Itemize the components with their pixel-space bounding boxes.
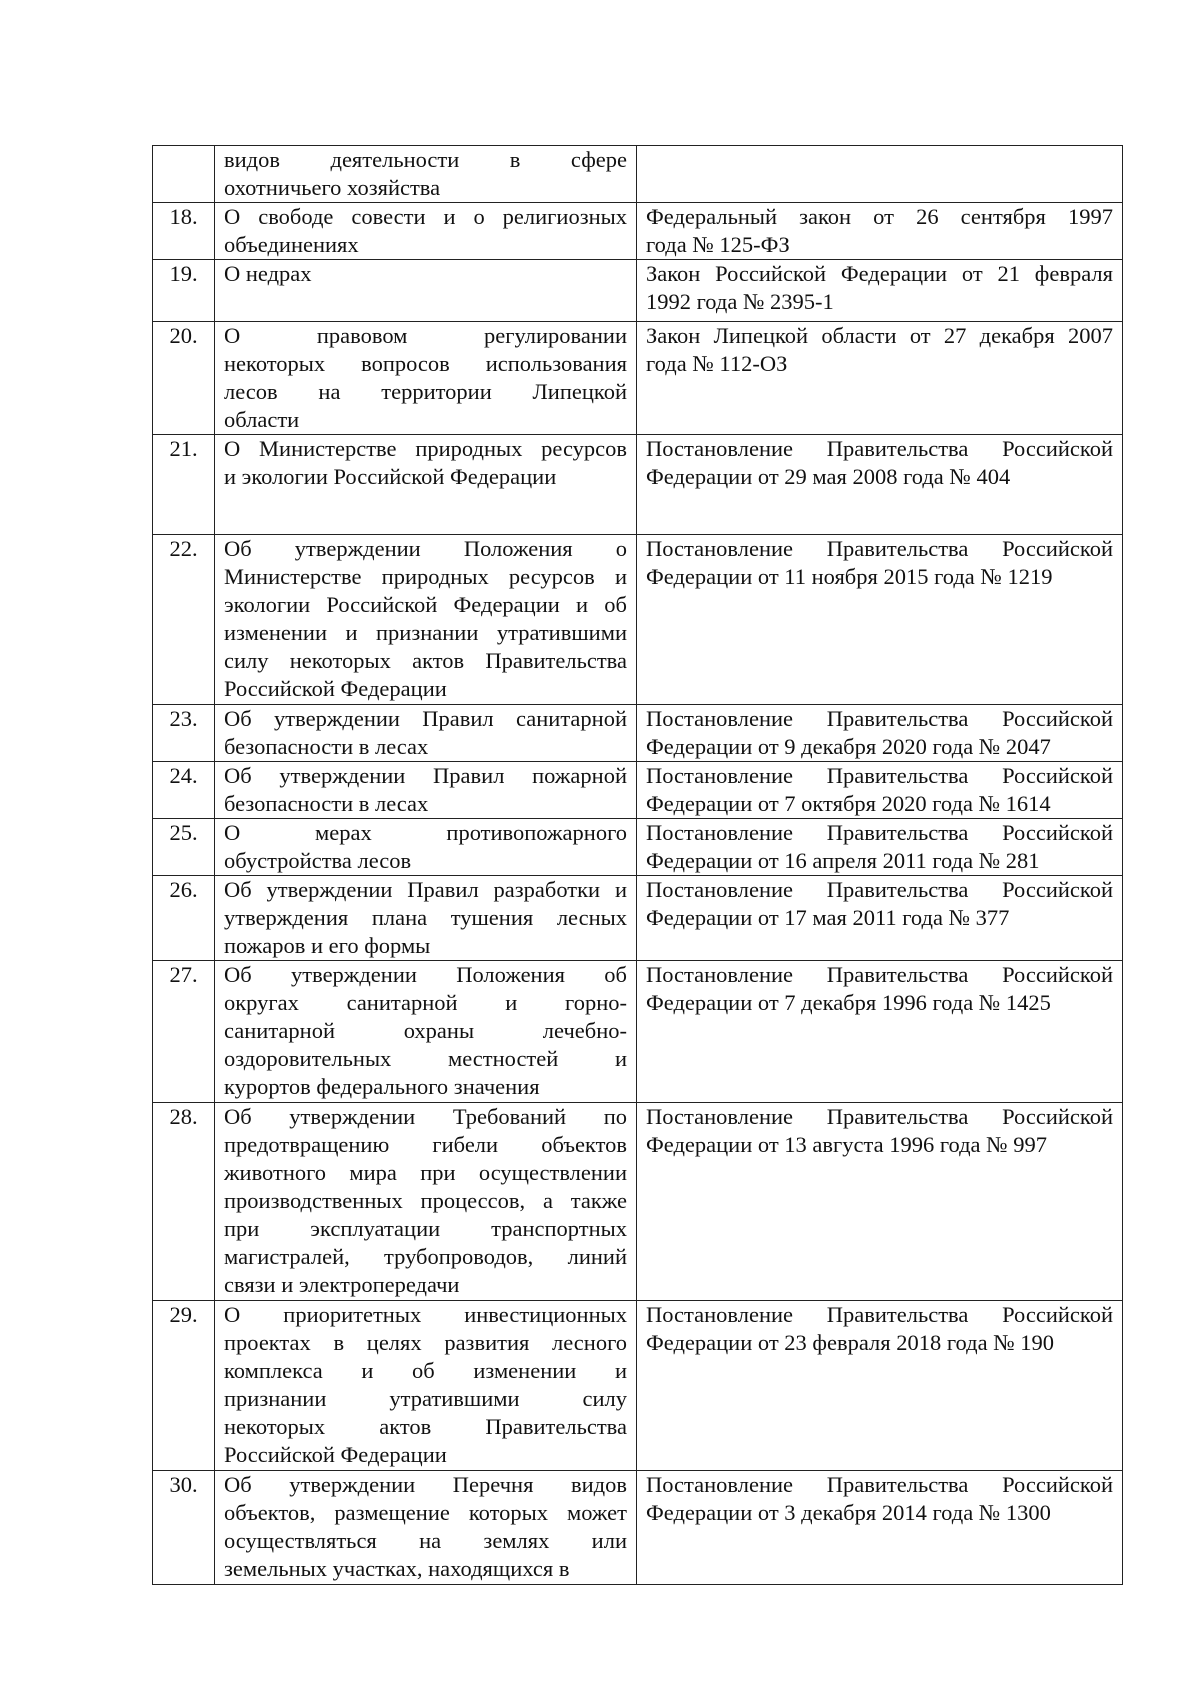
act-reference-cell [637, 961, 1123, 1103]
act-reference-line: Постановление Правительства Российской [646, 1472, 1113, 1497]
act-title-line: осуществляться на землях или [224, 1528, 627, 1553]
act-reference-line: Федерации от 3 декабря 2014 года № 1300 [646, 1500, 1051, 1525]
act-title-line: проектах в целях развития лесного [224, 1330, 627, 1355]
act-reference-cell [637, 535, 1123, 705]
act-reference-cell [637, 705, 1123, 762]
act-reference-cell [637, 876, 1123, 961]
act-title-cell [215, 876, 637, 961]
act-title-line: области [224, 407, 300, 432]
act-reference-line: Постановление Правительства Российской [646, 1104, 1113, 1129]
act-reference-line: Федерации от 9 декабря 2020 года № 2047 [646, 734, 1051, 759]
act-reference-cell [637, 819, 1123, 876]
act-reference-cell [637, 146, 1123, 203]
act-title-line: при эксплуатации транспортных [224, 1216, 627, 1241]
table-row [153, 435, 1123, 535]
row-number: 22. [153, 535, 215, 705]
act-title-line: О приоритетных инвестиционных [224, 1302, 627, 1327]
act-title-line: силу некоторых актов Правительства [224, 648, 627, 673]
act-title-line: и экологии Российской Федерации [224, 464, 557, 489]
act-title-line: О свободе совести и о религиозных [224, 204, 627, 229]
row-number: 27. [153, 961, 215, 1103]
act-title-line: Об утверждении Правил пожарной [224, 763, 627, 788]
act-title-line: курортов федерального значения [224, 1074, 540, 1099]
row-number: 24. [153, 762, 215, 819]
act-title-cell [215, 260, 637, 322]
row-number: 18. [153, 203, 215, 260]
table-row [153, 1301, 1123, 1471]
act-title-line: видов деятельности в сфере [224, 147, 627, 172]
table-row [153, 260, 1123, 322]
row-number: 26. [153, 876, 215, 961]
act-title-line: Российской Федерации [224, 676, 447, 701]
table-row [153, 1103, 1123, 1301]
table-row [153, 1471, 1123, 1585]
act-reference-line: Федерации от 17 мая 2011 года № 377 [646, 905, 1010, 930]
act-reference-line: Федерации от 7 октября 2020 года № 1614 [646, 791, 1051, 816]
act-title-line: магистралей, трубопроводов, линий [224, 1244, 627, 1269]
act-title-line: пожаров и его формы [224, 933, 431, 958]
act-title-line: Российской Федерации [224, 1442, 447, 1467]
act-title-line: Об утверждении Положения о [224, 536, 627, 561]
act-reference-line: Постановление Правительства Российской [646, 436, 1113, 461]
table-row [153, 322, 1123, 435]
act-title-line: О недрах [224, 261, 312, 286]
act-reference-cell [637, 762, 1123, 819]
act-title-line: производственных процессов, а также [224, 1188, 627, 1213]
act-title-line: предотвращению гибели объектов [224, 1132, 627, 1157]
act-title-line: Об утверждении Перечня видов [224, 1472, 627, 1497]
act-title-line: оздоровительных местностей и [224, 1046, 627, 1071]
table-row [153, 203, 1123, 260]
act-title-cell [215, 1103, 637, 1301]
row-number [153, 146, 215, 203]
table-row [153, 535, 1123, 705]
act-title-line: объектов, размещение которых может [224, 1500, 627, 1525]
row-number: 25. [153, 819, 215, 876]
act-title-line: животного мира при осуществлении [224, 1160, 627, 1185]
act-title-line: утверждения плана тушения лесных [224, 905, 627, 930]
act-reference-line: Постановление Правительства Российской [646, 763, 1113, 788]
act-title-line: О Министерстве природных ресурсов [224, 436, 627, 461]
act-reference-line: Федерации от 7 декабря 1996 года № 1425 [646, 990, 1051, 1015]
act-reference-line: Постановление Правительства Российской [646, 962, 1113, 987]
row-number: 30. [153, 1471, 215, 1585]
act-reference-cell [637, 322, 1123, 435]
act-reference-cell [637, 1103, 1123, 1301]
act-title-line: охотничьего хозяйства [224, 175, 441, 200]
act-reference-cell [637, 203, 1123, 260]
act-title-line: экологии Российской Федерации и об [224, 592, 627, 617]
act-reference-line: Федерации от 29 мая 2008 года № 404 [646, 464, 1011, 489]
act-title-line: санитарной охраны лечебно- [224, 1018, 627, 1043]
act-title-line: Об утверждении Положения об [224, 962, 627, 987]
act-reference-line: Постановление Правительства Российской [646, 877, 1113, 902]
act-title-line: округах санитарной и горно- [224, 990, 627, 1015]
act-title-line: некоторых актов Правительства [224, 1414, 627, 1439]
act-title-line: О правовом регулировании [224, 323, 627, 348]
act-title-line: обустройства лесов [224, 848, 412, 873]
act-title-cell [215, 535, 637, 705]
act-reference-cell [637, 435, 1123, 535]
act-title-cell [215, 435, 637, 535]
act-title-cell [215, 203, 637, 260]
act-title-cell [215, 762, 637, 819]
act-reference-line: Закон Липецкой области от 27 декабря 2007 [646, 323, 1113, 348]
act-reference-line: Постановление Правительства Российской [646, 536, 1113, 561]
act-title-line: комплекса и об изменении и [224, 1358, 627, 1383]
act-title-line: Об утверждении Требований по [224, 1104, 627, 1129]
act-title-line: Об утверждении Правил санитарной [224, 706, 627, 731]
act-reference-cell [637, 1471, 1123, 1585]
table-row [153, 762, 1123, 819]
act-reference-line: года № 125-ФЗ [646, 232, 790, 257]
act-reference-line: Федерации от 16 апреля 2011 года № 281 [646, 848, 1040, 873]
act-title-cell [215, 819, 637, 876]
act-title-line: безопасности в лесах [224, 791, 429, 816]
act-title-line: земельных участках, находящихся в [224, 1556, 570, 1581]
act-title-cell [215, 322, 637, 435]
act-reference-cell [637, 1301, 1123, 1471]
act-reference-line: Федерации от 11 ноября 2015 года № 1219 [646, 564, 1053, 589]
act-title-cell [215, 146, 637, 203]
act-reference-line: Федеральный закон от 26 сентября 1997 [646, 204, 1113, 229]
act-title-line: некоторых вопросов использования [224, 351, 627, 376]
act-title-cell [215, 1471, 637, 1585]
act-title-line: объединениях [224, 232, 359, 257]
table-row [153, 146, 1123, 203]
table-row [153, 961, 1123, 1103]
act-title-cell [215, 961, 637, 1103]
act-title-line: безопасности в лесах [224, 734, 429, 759]
row-number: 28. [153, 1103, 215, 1301]
act-reference-line: Постановление Правительства Российской [646, 820, 1113, 845]
act-title-line: признании утратившими силу [224, 1386, 627, 1411]
legal-acts-table [152, 145, 1123, 1585]
act-title-line: О мерах противопожарного [224, 820, 627, 845]
row-number: 20. [153, 322, 215, 435]
act-reference-line: Федерации от 23 февраля 2018 года № 190 [646, 1330, 1055, 1355]
row-number: 19. [153, 260, 215, 322]
act-title-line: изменении и признании утратившими [224, 620, 627, 645]
row-number: 21. [153, 435, 215, 535]
table-row [153, 819, 1123, 876]
row-number: 29. [153, 1301, 215, 1471]
act-title-line: связи и электропередачи [224, 1272, 460, 1297]
act-reference-line: Закон Российской Федерации от 21 февраля [646, 261, 1113, 286]
act-title-line: Министерстве природных ресурсов и [224, 564, 627, 589]
act-title-line: Об утверждении Правил разработки и [224, 877, 627, 902]
table-row [153, 705, 1123, 762]
act-reference-cell [637, 260, 1123, 322]
act-title-cell [215, 705, 637, 762]
act-reference-line: 1992 года № 2395-1 [646, 289, 834, 314]
table-row [153, 876, 1123, 961]
act-reference-line: Постановление Правительства Российской [646, 706, 1113, 731]
act-title-line: лесов на территории Липецкой [224, 379, 627, 404]
act-reference-line: Постановление Правительства Российской [646, 1302, 1113, 1327]
act-title-cell [215, 1301, 637, 1471]
act-reference-line: года № 112-ОЗ [646, 351, 788, 376]
row-number: 23. [153, 705, 215, 762]
table-body [153, 146, 1123, 1585]
act-reference-line: Федерации от 13 августа 1996 года № 997 [646, 1132, 1048, 1157]
